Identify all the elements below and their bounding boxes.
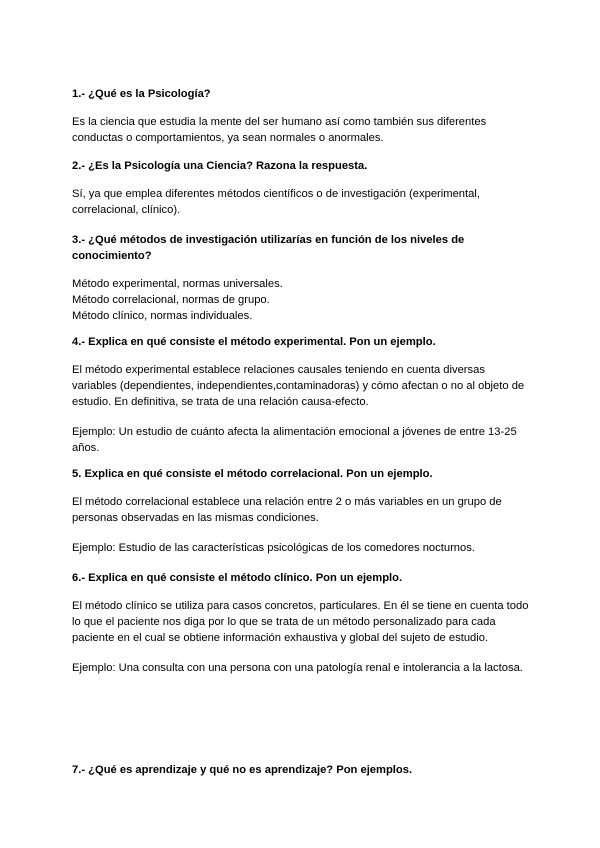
question-1-heading: 1.- ¿Qué es la Psicología? (72, 88, 211, 100)
question-6-heading: 6.- Explica en qué consiste el método clínico. Pon un ejemplo. (72, 572, 403, 584)
question-6-answer: El método clínico se utiliza para casos concretos, particulares. En él se tiene en cuenta todo lo que el paciente nos diga por lo que se trata de un método personalizado para cada paciente en el cual se obtiene información exhaustiva y global del sujeto de estudio. (72, 600, 529, 644)
question-3-heading: 3.- ¿Qué métodos de investigación utilizarías en función de los niveles de conocimiento? (72, 234, 465, 262)
question-5-answer: El método correlacional establece una relación entre 2 o más variables en un grupo de personas observadas en las mismas condiciones. (72, 496, 502, 524)
question-2-heading: 2.- ¿Es la Psicología una Ciencia? Razona la respuesta. (72, 160, 368, 172)
question-5-heading: 5. Explica en qué consiste el método correlacional. Pon un ejemplo. (72, 468, 433, 480)
question-2-answer: Sí, ya que emplea diferentes métodos científicos o de investigación (experimental, correlacional, clínico). (72, 188, 480, 216)
question-6-example: Ejemplo: Una consulta con una persona con una patología renal e intolerancia a la lactosa. (72, 662, 523, 674)
question-3-answer: Método experimental, normas universales. Método correlacional, normas de grupo. Método clínico, normas individuales. (72, 278, 283, 322)
question-4-heading: 4.- Explica en qué consiste el método experimental. Pon un ejemplo. (72, 336, 436, 348)
question-4-answer: El método experimental establece relaciones causales teniendo en cuenta diversas variables (dependientes, independientes,contaminadoras) y cómo afectan o no al objeto de estudio. En definitiva, se trata de una relación causa-efecto. (72, 364, 525, 408)
question-1-answer: Es la ciencia que estudia la mente del ser humano así como también sus diferentes conductas o comportamientos, ya sean normales o anormales. (72, 116, 487, 144)
question-7-heading: 7.- ¿Qué es aprendizaje y qué no es aprendizaje? Pon ejemplos. (72, 764, 413, 776)
question-5-example: Ejemplo: Estudio de las características psicológicas de los comedores nocturnos. (72, 542, 475, 554)
question-4-example: Ejemplo: Un estudio de cuánto afecta la alimentación emocional a jóvenes de entre 13-25 años. (72, 426, 517, 454)
